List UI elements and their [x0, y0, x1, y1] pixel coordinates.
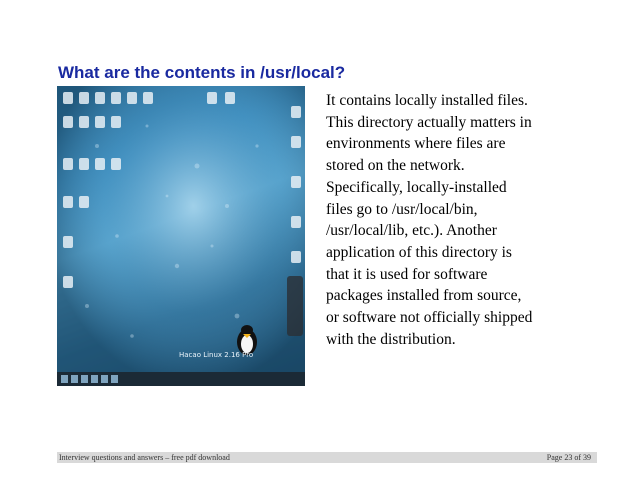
body-line: or software not officially shipped — [326, 309, 533, 327]
body-line: /usr/local/lib, etc.). Another — [326, 222, 497, 240]
page-footer — [57, 452, 597, 463]
screenshot-caption: Hacao Linux 2.16 Pro — [179, 351, 254, 359]
body-text — [326, 90, 596, 350]
desktop-screenshot — [57, 86, 305, 386]
body-line: stored on the network. — [326, 157, 465, 175]
desktop-screenshot-graphic — [57, 86, 305, 386]
body-line: that it is used for software — [326, 265, 488, 283]
body-line: packages installed from source, — [326, 287, 522, 305]
body-line: with the distribution. — [326, 330, 456, 348]
footer-left-text: Interview questions and answers – free pdf download — [59, 453, 230, 462]
body-line: environments where files are — [326, 135, 506, 153]
body-line: It contains locally installed files. — [326, 92, 528, 109]
body-line: files go to /usr/local/bin, — [326, 200, 478, 218]
body-line: Specifically, locally-installed — [326, 178, 507, 196]
slide-title: What are the contents in /usr/local? — [58, 63, 346, 82]
body-line: application of this directory is — [326, 243, 512, 261]
body-line: This directory actually matters in — [326, 113, 532, 131]
page-number: Page 23 of 39 — [546, 453, 591, 462]
